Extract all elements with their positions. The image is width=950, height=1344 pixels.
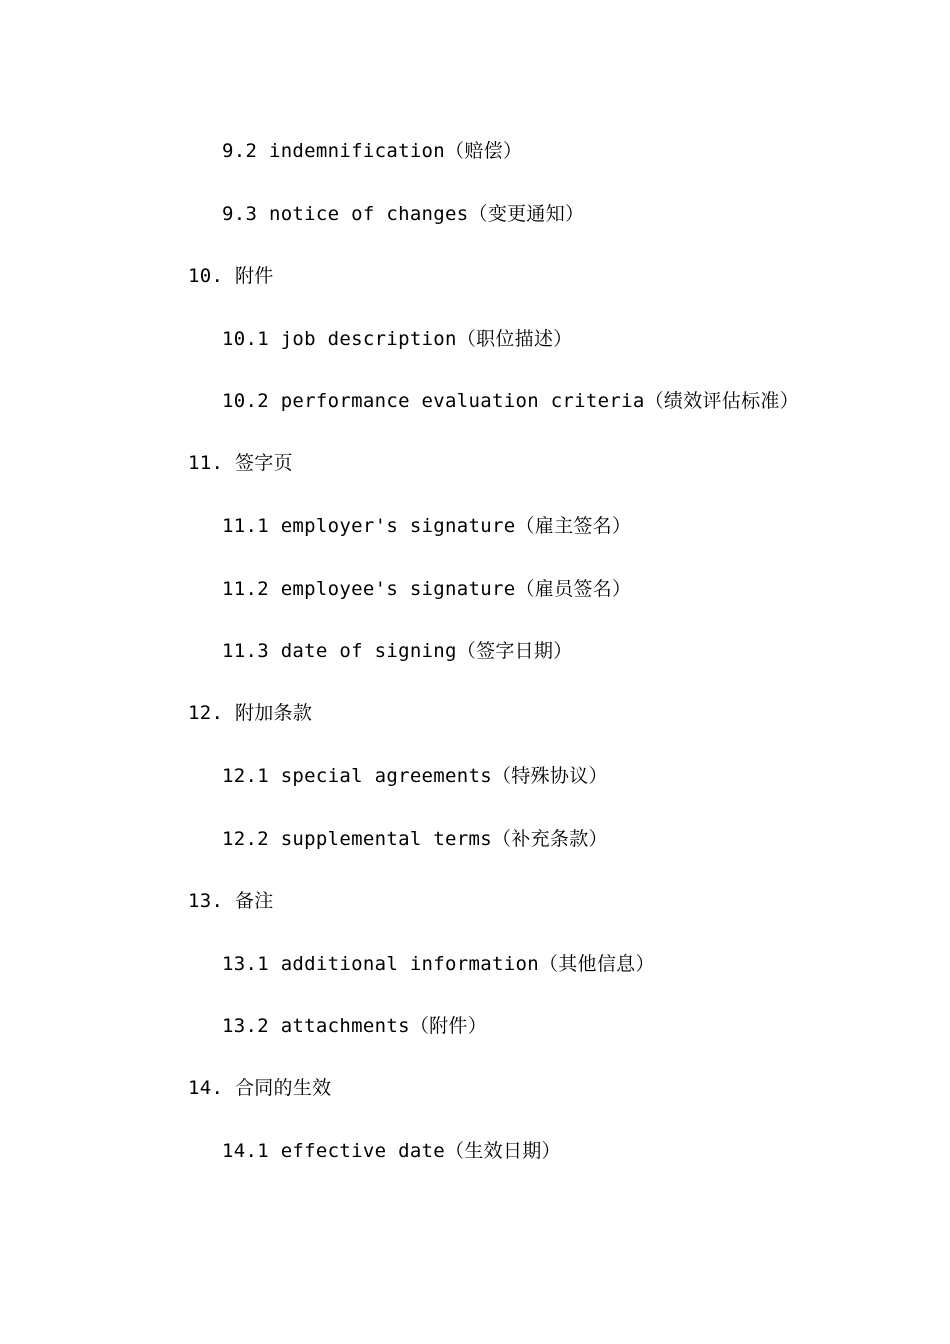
section-heading-10: 10. 附件 [188, 265, 274, 287]
section-heading-12: 12. 附加条款 [188, 702, 313, 724]
subclause-12-2: 12.2 supplemental terms（补充条款） [222, 828, 608, 850]
subclause-10-1: 10.1 job description（职位描述） [222, 328, 573, 350]
subclause-13-2: 13.2 attachments（附件） [222, 1015, 488, 1037]
section-heading-11: 11. 签字页 [188, 452, 293, 474]
section-heading-14: 14. 合同的生效 [188, 1077, 332, 1099]
subclause-12-1: 12.1 special agreements（特殊协议） [222, 765, 608, 787]
subclause-10-2: 10.2 performance evaluation criteria（绩效评估标准） [222, 390, 800, 412]
subclause-13-1: 13.1 additional information（其他信息） [222, 953, 655, 975]
subclause-9-2: 9.2 indemnification（赔偿） [222, 140, 523, 162]
subclause-11-1: 11.1 employer's signature（雇主签名） [222, 515, 632, 537]
subclause-14-1: 14.1 effective date（生效日期） [222, 1140, 561, 1162]
subclause-11-3: 11.3 date of signing（签字日期） [222, 640, 573, 662]
section-heading-13: 13. 备注 [188, 890, 274, 912]
subclause-11-2: 11.2 employee's signature（雇员签名） [222, 578, 632, 600]
subclause-9-3: 9.3 notice of changes（变更通知） [222, 203, 585, 225]
